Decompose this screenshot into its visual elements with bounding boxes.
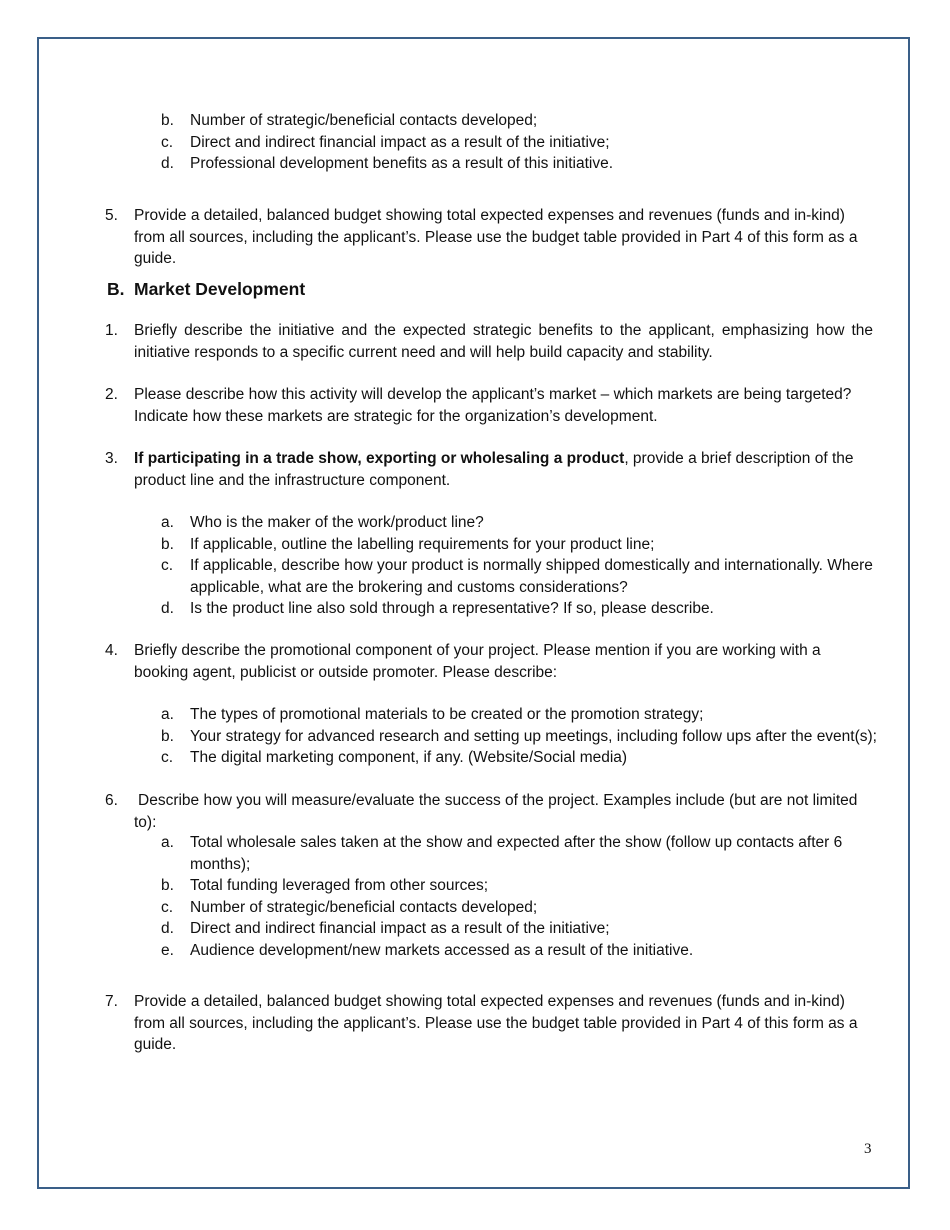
- list-item: [0, 897, 950, 919]
- question-rest-text: , provide a brief description of the product line and the infrastructure component.: [134, 450, 854, 489]
- section-title: Market Development: [134, 279, 306, 299]
- list-item: [0, 153, 950, 175]
- list-text: The digital marketing component, if any. (Website/Social media): [190, 749, 628, 766]
- list-item: [0, 512, 950, 534]
- list-text: Is the product line also sold through a representative? If so, please describe.: [190, 600, 714, 617]
- list-marker: b.: [161, 727, 174, 745]
- list-item: [0, 704, 950, 726]
- list-text: Your strategy for advanced research and setting up meetings, including follow ups after the event(s);: [190, 727, 877, 745]
- question-text: Provide a detailed, balanced budget showing total expected expenses and revenues (funds and in-kind) from all sources, including the applicant’s. Please use the budget table provided in Part 4 of this form as a guide.: [134, 993, 858, 1053]
- list-text: Total funding leveraged from other sources;: [190, 877, 489, 894]
- list-item: [0, 555, 950, 598]
- list-item: [0, 534, 950, 556]
- list-text: Total wholesale sales taken at the show and expected after the show (follow up contacts after 6 months);: [190, 834, 843, 873]
- question-text: Briefly describe the promotional component of your project. Please mention if you are working with a booking agent, publicist or outside promoter. Please describe:: [134, 642, 821, 681]
- question-4-sublist: [0, 704, 950, 769]
- question-text: Please describe how this activity will develop the applicant’s market – which markets are being targeted? Indicate how these markets are strategic for the organization’s development.: [134, 386, 852, 425]
- list-marker: b.: [161, 112, 174, 129]
- list-marker: c.: [161, 133, 174, 151]
- list-marker: a.: [161, 706, 174, 723]
- section-heading: [107, 278, 305, 300]
- list-text: If applicable, describe how your product is normally shipped domestically and internationally. Where applicable, what are the brokering and customs considerations?: [190, 557, 873, 596]
- list-text: The types of promotional materials to be created or the promotion strategy;: [190, 706, 704, 723]
- list-marker: d.: [161, 155, 174, 172]
- question-6-sublist: [0, 832, 950, 961]
- list-text: Number of strategic/beneficial contacts developed;: [190, 898, 538, 916]
- list-marker: c.: [161, 557, 174, 574]
- list-marker: c.: [161, 898, 174, 916]
- question-text: Briefly describe the initiative and the expected strategic benefits to the applicant, emphasizing how the initiative responds to a specific current need and will help build capacity and stability.: [134, 322, 873, 361]
- list-text: Direct and indirect financial impact as a result of the initiative;: [190, 920, 610, 937]
- list-marker: b.: [161, 877, 174, 894]
- list-item: [0, 832, 950, 875]
- item-text: Provide a detailed, balanced budget showing total expected expenses and revenues (funds and in-kind) from all sources, including the applicant’s. Please use the budget table provided in Part 4 of this form as a guide.: [134, 207, 858, 267]
- list-item: [0, 598, 950, 620]
- question-text: [134, 448, 873, 491]
- question-marker: 3.: [105, 450, 118, 467]
- list-marker: d.: [161, 920, 174, 937]
- question-3-sublist: [0, 512, 950, 620]
- question-marker: 7.: [105, 993, 118, 1010]
- list-marker: e.: [161, 941, 174, 959]
- question-text: Describe how you will measure/evaluate the success of the project. Examples include (but are not limited to):: [134, 792, 858, 831]
- item-marker: 5.: [105, 207, 118, 224]
- question-marker: 2.: [105, 386, 118, 403]
- list-item: [0, 726, 950, 748]
- section-marker: B.: [107, 279, 125, 299]
- list-marker: d.: [161, 600, 174, 617]
- list-text: Number of strategic/beneficial contacts developed;: [190, 112, 538, 129]
- list-marker: c.: [161, 749, 174, 766]
- list-item: [0, 875, 950, 897]
- list-text: If applicable, outline the labelling requirements for your product line;: [190, 535, 655, 553]
- list-item: [0, 940, 950, 962]
- question-bold-text: If participating in a trade show, exporting or wholesaling a product: [134, 450, 625, 467]
- list-marker: a.: [161, 514, 174, 531]
- list-text: Audience development/new markets accessed as a result of the initiative.: [190, 941, 694, 959]
- question-marker: 1.: [105, 322, 118, 339]
- list-marker: b.: [161, 535, 174, 553]
- list-item: [0, 110, 950, 132]
- list-text: Direct and indirect financial impact as a result of the initiative;: [190, 133, 610, 151]
- list-item: [0, 132, 950, 154]
- question-marker: 4.: [105, 642, 118, 659]
- intro-list: [0, 110, 950, 175]
- list-item: [0, 918, 950, 940]
- list-item: [0, 747, 950, 769]
- page-number: 3: [864, 1141, 872, 1157]
- list-marker: a.: [161, 834, 174, 851]
- list-text: Who is the maker of the work/product line?: [190, 514, 484, 531]
- list-text: Professional development benefits as a result of this initiative.: [190, 155, 614, 172]
- question-marker: 6.: [105, 792, 118, 809]
